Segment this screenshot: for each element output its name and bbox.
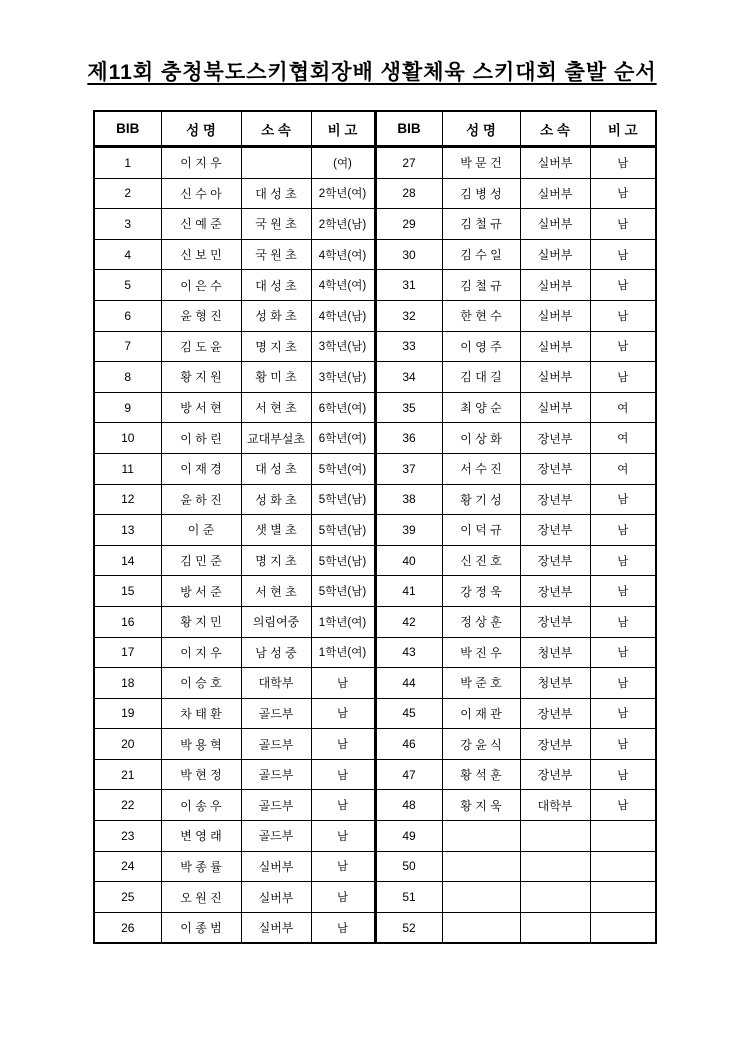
table-row (94, 545, 656, 576)
table-row (94, 759, 656, 790)
remark-cell: 4학년(남) (311, 300, 375, 331)
bib-cell: 12 (94, 484, 161, 515)
table-body (94, 147, 656, 944)
name-cell: 이 은 수 (161, 270, 241, 301)
name-cell: 오 원 진 (161, 882, 241, 913)
affiliation-cell: 대학부 (520, 790, 590, 821)
affiliation-cell: 골드부 (241, 821, 311, 852)
remark-cell: 5학년(남) (311, 484, 375, 515)
remark-cell: 남 (590, 178, 656, 209)
affiliation-cell: 장년부 (520, 606, 590, 637)
bib-cell: 48 (375, 790, 442, 821)
remark-cell: 4학년(여) (311, 239, 375, 270)
bib-cell: 18 (94, 668, 161, 699)
remark-cell: 여 (590, 423, 656, 454)
name-cell (442, 851, 520, 882)
name-cell: 박 문 건 (442, 147, 520, 179)
name-cell: 한 현 수 (442, 300, 520, 331)
table-row (94, 515, 656, 546)
remark-cell: 남 (590, 545, 656, 576)
affiliation-cell (520, 882, 590, 913)
remark-cell: 1학년(여) (311, 606, 375, 637)
remark-cell: 6학년(여) (311, 392, 375, 423)
name-cell: 변 영 래 (161, 821, 241, 852)
remark-cell: 3학년(남) (311, 362, 375, 393)
remark-cell: 남 (311, 790, 375, 821)
affiliation-cell: 국 원 초 (241, 239, 311, 270)
remark-cell: 여 (590, 392, 656, 423)
affiliation-cell: 실버부 (520, 362, 590, 393)
affiliation-cell: 대학부 (241, 668, 311, 699)
bib-cell: 40 (375, 545, 442, 576)
bib-cell: 37 (375, 453, 442, 484)
affiliation-cell (520, 912, 590, 943)
name-cell: 이 종 범 (161, 912, 241, 943)
remark-cell: 남 (590, 209, 656, 240)
affiliation-cell: 명 지 초 (241, 545, 311, 576)
bib-cell: 27 (375, 147, 442, 179)
table-row (94, 362, 656, 393)
bib-cell: 43 (375, 637, 442, 668)
name-cell (442, 882, 520, 913)
remark-cell (590, 851, 656, 882)
bib-cell: 7 (94, 331, 161, 362)
table-row (94, 851, 656, 882)
name-cell: 황 기 성 (442, 484, 520, 515)
bib-cell: 41 (375, 576, 442, 607)
remark-cell: 5학년(여) (311, 453, 375, 484)
name-cell: 김 수 일 (442, 239, 520, 270)
remark-cell: 2학년(남) (311, 209, 375, 240)
start-order-table (93, 110, 657, 944)
name-cell: 이 준 (161, 515, 241, 546)
bib-cell: 42 (375, 606, 442, 637)
remark-cell: 남 (590, 331, 656, 362)
table-row (94, 668, 656, 699)
affiliation-cell (241, 147, 311, 179)
remark-cell: 남 (590, 637, 656, 668)
bib-cell: 10 (94, 423, 161, 454)
name-cell: 박 현 정 (161, 759, 241, 790)
table-header (94, 111, 656, 147)
name-cell: 강 정 욱 (442, 576, 520, 607)
remark-cell: 남 (311, 821, 375, 852)
affiliation-cell: 명 지 초 (241, 331, 311, 362)
bib-cell: 14 (94, 545, 161, 576)
name-cell: 방 서 현 (161, 392, 241, 423)
name-cell: 이 덕 규 (442, 515, 520, 546)
bib-cell: 5 (94, 270, 161, 301)
name-cell (442, 912, 520, 943)
affiliation-cell: 성 화 초 (241, 484, 311, 515)
name-cell: 윤 하 진 (161, 484, 241, 515)
remark-cell: 남 (311, 759, 375, 790)
bib-cell: 25 (94, 882, 161, 913)
affiliation-cell: 장년부 (520, 729, 590, 760)
name-cell: 이 영 주 (442, 331, 520, 362)
affiliation-cell: 국 원 초 (241, 209, 311, 240)
table-row (94, 729, 656, 760)
table-row (94, 300, 656, 331)
name-cell: 이 하 린 (161, 423, 241, 454)
table-row (94, 606, 656, 637)
table-row (94, 392, 656, 423)
header-bib-left: BIB (94, 111, 161, 147)
remark-cell: 남 (311, 851, 375, 882)
bib-cell: 33 (375, 331, 442, 362)
bib-cell: 39 (375, 515, 442, 546)
name-cell: 황 지 욱 (442, 790, 520, 821)
remark-cell: 6학년(여) (311, 423, 375, 454)
remark-cell: 남 (590, 484, 656, 515)
table-row (94, 147, 656, 179)
affiliation-cell: 장년부 (520, 759, 590, 790)
table-row (94, 882, 656, 913)
remark-cell: 남 (590, 362, 656, 393)
affiliation-cell: 실버부 (241, 882, 311, 913)
bib-cell: 24 (94, 851, 161, 882)
name-cell: 신 예 준 (161, 209, 241, 240)
name-cell: 김 병 성 (442, 178, 520, 209)
affiliation-cell (520, 821, 590, 852)
affiliation-cell: 의림여중 (241, 606, 311, 637)
header-affiliation-right: 소 속 (520, 111, 590, 147)
name-cell: 이 승 호 (161, 668, 241, 699)
remark-cell: 남 (590, 668, 656, 699)
affiliation-cell: 장년부 (520, 545, 590, 576)
affiliation-cell: 장년부 (520, 453, 590, 484)
affiliation-cell: 황 미 초 (241, 362, 311, 393)
header-name-right: 성 명 (442, 111, 520, 147)
bib-cell: 31 (375, 270, 442, 301)
affiliation-cell: 실버부 (520, 331, 590, 362)
bib-cell: 38 (375, 484, 442, 515)
header-affiliation-left: 소 속 (241, 111, 311, 147)
name-cell: 황 지 민 (161, 606, 241, 637)
bib-cell: 32 (375, 300, 442, 331)
name-cell: 윤 형 진 (161, 300, 241, 331)
name-cell: 신 수 아 (161, 178, 241, 209)
name-cell: 강 윤 식 (442, 729, 520, 760)
remark-cell (590, 912, 656, 943)
affiliation-cell: 실버부 (520, 300, 590, 331)
remark-cell: 남 (311, 729, 375, 760)
remark-cell: 5학년(남) (311, 576, 375, 607)
header-remark-left: 비 고 (311, 111, 375, 147)
bib-cell: 52 (375, 912, 442, 943)
remark-cell: (여) (311, 147, 375, 179)
bib-cell: 21 (94, 759, 161, 790)
name-cell: 박 준 호 (442, 668, 520, 699)
affiliation-cell: 실버부 (520, 209, 590, 240)
affiliation-cell: 실버부 (241, 851, 311, 882)
affiliation-cell: 장년부 (520, 698, 590, 729)
bib-cell: 36 (375, 423, 442, 454)
table-row (94, 912, 656, 943)
bib-cell: 22 (94, 790, 161, 821)
affiliation-cell: 청년부 (520, 668, 590, 699)
name-cell: 서 수 진 (442, 453, 520, 484)
bib-cell: 47 (375, 759, 442, 790)
remark-cell: 5학년(남) (311, 515, 375, 546)
remark-cell: 남 (311, 912, 375, 943)
name-cell (442, 821, 520, 852)
bib-cell: 34 (375, 362, 442, 393)
table-row (94, 790, 656, 821)
bib-cell: 46 (375, 729, 442, 760)
bib-cell: 16 (94, 606, 161, 637)
table-row (94, 178, 656, 209)
bib-cell: 44 (375, 668, 442, 699)
bib-cell: 49 (375, 821, 442, 852)
bib-cell: 15 (94, 576, 161, 607)
bib-cell: 17 (94, 637, 161, 668)
remark-cell: 남 (590, 239, 656, 270)
bib-cell: 11 (94, 453, 161, 484)
name-cell: 신 보 민 (161, 239, 241, 270)
remark-cell: 남 (590, 606, 656, 637)
affiliation-cell: 서 현 초 (241, 576, 311, 607)
affiliation-cell: 남 성 중 (241, 637, 311, 668)
remark-cell: 5학년(남) (311, 545, 375, 576)
remark-cell: 여 (590, 453, 656, 484)
bib-cell: 2 (94, 178, 161, 209)
name-cell: 차 태 환 (161, 698, 241, 729)
page-title: 제11회 충청북도스키협회장배 생활체육 스키대회 출발 순서 (87, 61, 657, 84)
name-cell: 방 서 준 (161, 576, 241, 607)
affiliation-cell: 실버부 (520, 147, 590, 179)
name-cell: 신 진 호 (442, 545, 520, 576)
table-row (94, 698, 656, 729)
affiliation-cell: 장년부 (520, 484, 590, 515)
bib-cell: 29 (375, 209, 442, 240)
affiliation-cell: 골드부 (241, 759, 311, 790)
remark-cell: 남 (311, 698, 375, 729)
bib-cell: 9 (94, 392, 161, 423)
bib-cell: 20 (94, 729, 161, 760)
table-row (94, 239, 656, 270)
table-row (94, 637, 656, 668)
remark-cell: 남 (590, 300, 656, 331)
bib-cell: 23 (94, 821, 161, 852)
remark-cell: 남 (590, 515, 656, 546)
bib-cell: 6 (94, 300, 161, 331)
table-row (94, 270, 656, 301)
remark-cell: 남 (590, 270, 656, 301)
bib-cell: 1 (94, 147, 161, 179)
table-row (94, 331, 656, 362)
name-cell: 정 상 훈 (442, 606, 520, 637)
name-cell: 이 지 우 (161, 147, 241, 179)
affiliation-cell: 실버부 (520, 392, 590, 423)
affiliation-cell: 성 화 초 (241, 300, 311, 331)
name-cell: 이 재 관 (442, 698, 520, 729)
name-cell: 박 용 혁 (161, 729, 241, 760)
affiliation-cell: 실버부 (241, 912, 311, 943)
bib-cell: 13 (94, 515, 161, 546)
name-cell: 김 대 길 (442, 362, 520, 393)
remark-cell: 3학년(남) (311, 331, 375, 362)
remark-cell: 남 (590, 759, 656, 790)
name-cell: 김 철 규 (442, 209, 520, 240)
name-cell: 이 재 경 (161, 453, 241, 484)
table-row (94, 576, 656, 607)
affiliation-cell: 실버부 (520, 270, 590, 301)
bib-cell: 30 (375, 239, 442, 270)
remark-cell: 남 (590, 729, 656, 760)
name-cell: 최 양 순 (442, 392, 520, 423)
affiliation-cell: 골드부 (241, 729, 311, 760)
table-row (94, 453, 656, 484)
name-cell: 이 송 우 (161, 790, 241, 821)
name-cell: 황 석 훈 (442, 759, 520, 790)
header-bib-right: BIB (375, 111, 442, 147)
remark-cell: 1학년(여) (311, 637, 375, 668)
remark-cell: 남 (311, 668, 375, 699)
bib-cell: 45 (375, 698, 442, 729)
bib-cell: 26 (94, 912, 161, 943)
affiliation-cell (520, 851, 590, 882)
affiliation-cell: 장년부 (520, 423, 590, 454)
name-cell: 김 도 윤 (161, 331, 241, 362)
affiliation-cell: 대 성 초 (241, 178, 311, 209)
affiliation-cell: 장년부 (520, 515, 590, 546)
table-row (94, 209, 656, 240)
bib-cell: 19 (94, 698, 161, 729)
affiliation-cell: 서 현 초 (241, 392, 311, 423)
remark-cell: 남 (311, 882, 375, 913)
name-cell: 황 지 원 (161, 362, 241, 393)
remark-cell: 남 (590, 790, 656, 821)
affiliation-cell: 골드부 (241, 698, 311, 729)
remark-cell: 남 (590, 698, 656, 729)
name-cell: 이 상 화 (442, 423, 520, 454)
table-row (94, 484, 656, 515)
affiliation-cell: 대 성 초 (241, 270, 311, 301)
affiliation-cell: 장년부 (520, 576, 590, 607)
affiliation-cell: 청년부 (520, 637, 590, 668)
remark-cell: 남 (590, 147, 656, 179)
table-row (94, 821, 656, 852)
affiliation-cell: 교대부설초 (241, 423, 311, 454)
bib-cell: 28 (375, 178, 442, 209)
name-cell: 박 종 률 (161, 851, 241, 882)
bib-cell: 50 (375, 851, 442, 882)
bib-cell: 8 (94, 362, 161, 393)
remark-cell: 4학년(여) (311, 270, 375, 301)
header-name-left: 성 명 (161, 111, 241, 147)
table-row (94, 423, 656, 454)
header-row (94, 111, 656, 147)
affiliation-cell: 실버부 (520, 178, 590, 209)
bib-cell: 4 (94, 239, 161, 270)
affiliation-cell: 샛 별 초 (241, 515, 311, 546)
bib-cell: 51 (375, 882, 442, 913)
name-cell: 이 지 우 (161, 637, 241, 668)
header-remark-right: 비 고 (590, 111, 656, 147)
name-cell: 김 철 규 (442, 270, 520, 301)
remark-cell (590, 882, 656, 913)
affiliation-cell: 대 성 초 (241, 453, 311, 484)
affiliation-cell: 실버부 (520, 239, 590, 270)
bib-cell: 35 (375, 392, 442, 423)
bib-cell: 3 (94, 209, 161, 240)
name-cell: 김 민 준 (161, 545, 241, 576)
remark-cell: 2학년(여) (311, 178, 375, 209)
remark-cell: 남 (590, 576, 656, 607)
affiliation-cell: 골드부 (241, 790, 311, 821)
name-cell: 박 진 우 (442, 637, 520, 668)
remark-cell (590, 821, 656, 852)
